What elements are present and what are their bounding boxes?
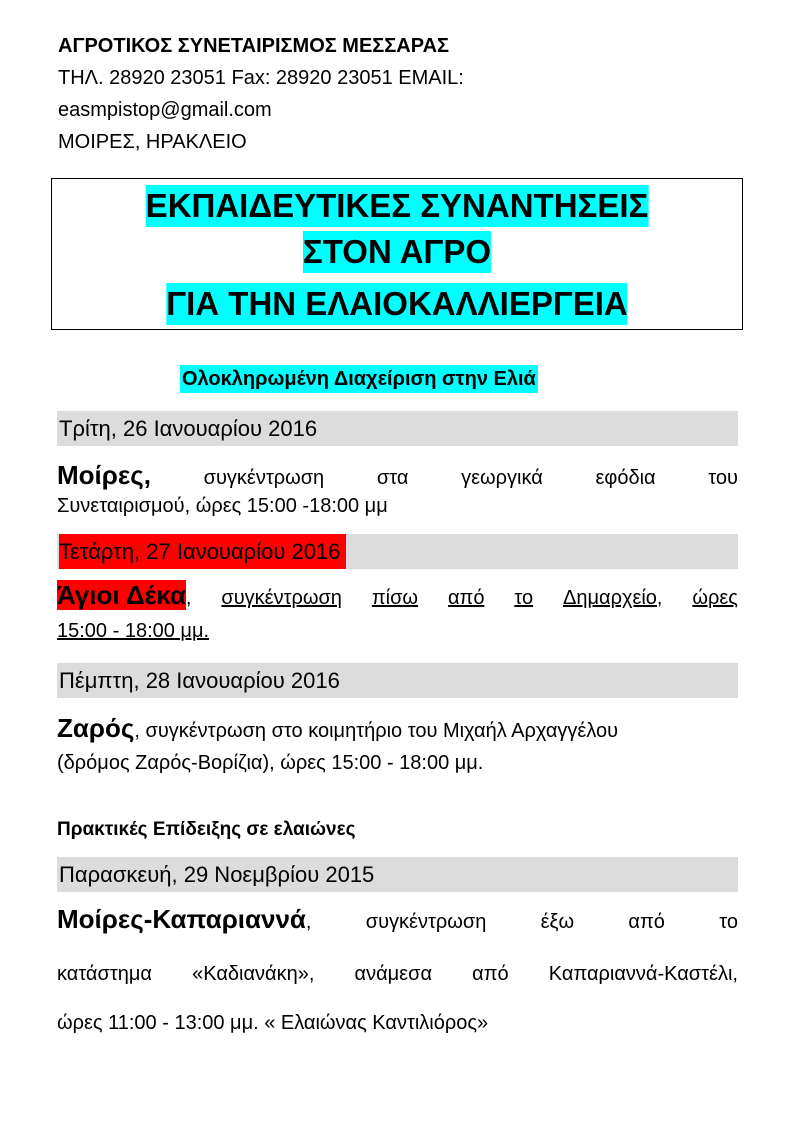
event2-date-bar — [57, 534, 738, 569]
event1-word: στα — [376, 467, 409, 489]
event2-comma: , — [185, 587, 192, 609]
event3-line1-rest: , συγκέντρωση στο κοιμητήριο του Μιχαήλ Αρχαγγέλου — [134, 720, 619, 742]
event1-text — [57, 460, 738, 520]
event3-date-bar — [57, 663, 738, 698]
section1-heading: Ολοκληρωμένη Διαχείριση στην Ελιά — [180, 365, 538, 393]
event4-date: Παρασκευή, 29 Νοεμβρίου 2015 — [59, 862, 375, 887]
event2-word: πίσω — [371, 587, 419, 609]
event4-word: Καπαριαννά-Καστέλι, — [548, 962, 738, 985]
event2-line2: 15:00 - 18:00 μμ. — [57, 620, 210, 642]
event1-word: εφόδια — [595, 467, 656, 489]
title-line-2: ΣΤΟΝ ΑΓΡΟ — [303, 231, 491, 273]
event4-word: ανάμεσα — [354, 962, 433, 985]
event2-word: συγκέντρωση — [221, 587, 342, 609]
event4-text — [57, 904, 738, 1046]
event3-text — [57, 712, 738, 779]
event1-date-bar — [57, 411, 738, 446]
org-name: ΑΓΡΟΤΙΚΟΣ ΣΥΝΕΤΑΙΡΙΣΜΟΣ ΜΕΣΣΑΡΑΣ — [58, 35, 450, 57]
location-line: ΜΟΙΡΕΣ, ΗΡΑΚΛΕΙΟ — [58, 131, 247, 153]
title-line-1: ΕΚΠΑΙΔΕΥΤΙΚΕΣ ΣΥΝΑΝΤΗΣΕΙΣ — [146, 185, 649, 227]
event3-place: Ζαρός — [57, 713, 135, 743]
email-link[interactable]: easmpistop@gmail.com — [58, 99, 272, 121]
event4-line3: ώρες 11:00 - 13:00 μμ. « Ελαιώνας Καντιλιόρος» — [57, 1012, 489, 1034]
event4-word: «Καδιανάκη», — [192, 962, 315, 985]
event4-word: συγκέντρωση — [365, 911, 487, 933]
event1-word: συγκέντρωση — [203, 467, 325, 489]
event1-place: Μοίρες, — [57, 460, 151, 490]
event2-place: Άγιοι Δέκα — [57, 580, 186, 610]
event2-date: Τετάρτη, 27 Ιανουαρίου 2016 — [59, 534, 346, 569]
event2-word: ώρες — [692, 587, 738, 609]
title-box — [51, 178, 743, 330]
event4-word: από — [472, 962, 509, 985]
section2-heading: Πρακτικές Επίδειξης σε ελαιώνες — [57, 819, 356, 840]
event1-word: γεωργικά — [461, 467, 543, 489]
event4-word: το — [719, 911, 738, 933]
event2-word: από — [447, 587, 485, 609]
event4-place: Μοίρες-Καπαριαννά — [57, 904, 306, 934]
event3-date: Πέμπτη, 28 Ιανουαρίου 2016 — [59, 668, 340, 693]
event4-word: από — [628, 911, 665, 933]
title-line-3: ΓΙΑ ΤΗΝ ΕΛΑΙΟΚΑΛΛΙΕΡΓΕΙΑ — [166, 283, 627, 325]
event4-word: έξω — [540, 911, 575, 933]
event2-word: Δημαρχείο, — [563, 587, 663, 609]
event1-date: Τρίτη, 26 Ιανουαρίου 2016 — [59, 416, 318, 441]
event1-line2: Συνεταιρισμού, ώρες 15:00 -18:00 μμ — [57, 495, 388, 517]
event4-word: κατάστημα — [57, 962, 152, 985]
event1-word: του — [708, 467, 738, 489]
contact-line: ΤΗΛ. 28920 23051 Fax: 28920 23051 EMAIL: — [58, 67, 464, 89]
event2-text — [57, 580, 738, 648]
event4-comma: , — [305, 911, 312, 933]
event4-date-bar — [57, 857, 738, 892]
event3-line2: (δρόμος Ζαρός-Βορίζια), ώρες 15:00 - 18:00 μμ. — [57, 752, 484, 774]
event2-word: το — [514, 587, 534, 609]
